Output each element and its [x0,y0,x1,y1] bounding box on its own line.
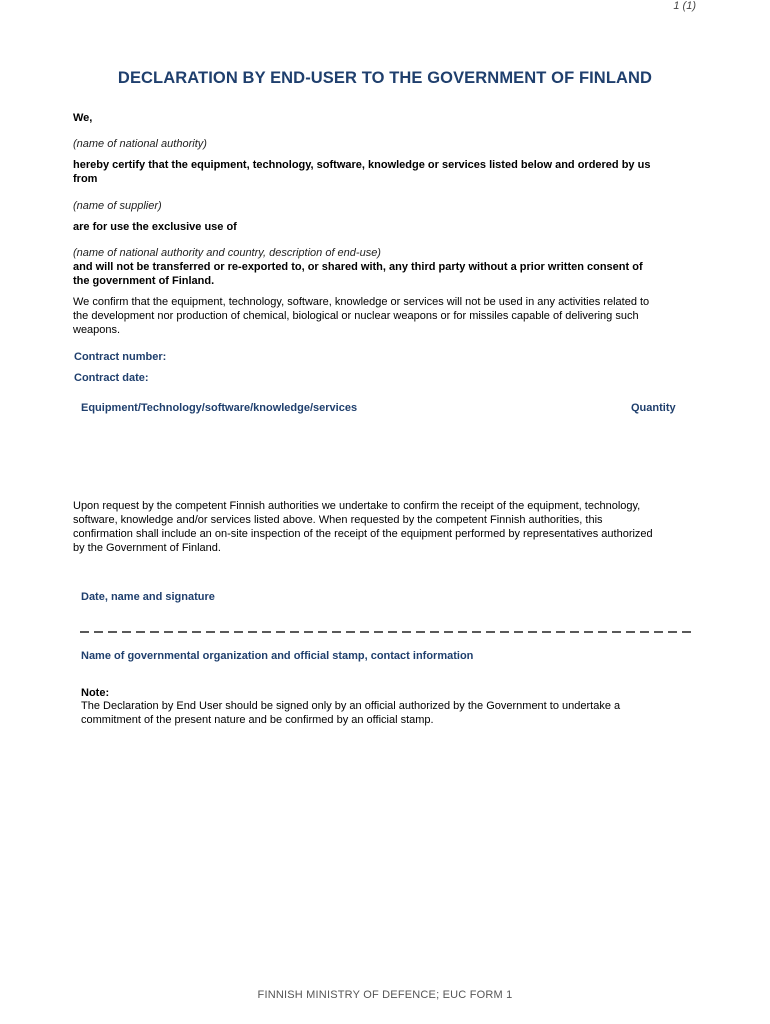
footer: FINNISH MINISTRY OF DEFENCE; EUC FORM 1 [257,989,513,1001]
note-line-1: The Declaration by End User should be signed only by an official authorized by the Government to undertake a [81,700,621,712]
note-label: Note: [81,687,110,699]
organization-stamp-label: Name of governmental organization and official stamp, contact information [81,650,474,662]
confirm-line-3: weapons. [73,324,121,336]
certify-text-line-2: from [73,173,98,185]
exclusive-use-text: are for use the exclusive use of [73,221,237,233]
document-title: DECLARATION BY END-USER TO THE GOVERNMENT OF FINLAND [117,69,653,87]
contract-number-label: Contract number: [74,351,167,363]
we-text: We, [73,112,93,124]
page-number: 1 (1) [673,0,696,12]
no-transfer-line-2: the government of Finland. [73,275,215,287]
national-authority-placeholder: (name of national authority) [73,138,207,150]
note-line-2: commitment of the present nature and be confirmed by an official stamp. [81,714,434,726]
signature-label: Date, name and signature [81,591,215,603]
no-transfer-line-1: and will not be transferred or re-exported to, or shared with, any third party without a prior written consent of [73,261,643,273]
request-line-2: software, knowledge and/or services listed above. When requested by the competent Finnish authorities, this [73,514,603,526]
items-column-header: Equipment/Technology/software/knowledge/services [81,402,358,414]
confirm-line-2: the development nor production of chemical, biological or nuclear weapons or for missiles capable of delivering such [73,310,639,322]
signature-line [80,623,692,633]
request-line-3: confirmation shall include an on-site inspection of the receipt of the equipment performed by representatives authorized [73,528,653,540]
supplier-placeholder: (name of supplier) [73,200,162,212]
request-line-4: by the Government of Finland. [73,542,221,554]
contract-date-label: Contract date: [74,372,149,384]
end-use-placeholder: (name of national authority and country, description of end-use) [73,247,381,259]
confirm-line-1: We confirm that the equipment, technology, software, knowledge or services will not be used in any activities related to [73,296,650,308]
quantity-column-header: Quantity [631,402,676,414]
certify-text-line-1: hereby certify that the equipment, technology, software, knowledge or services listed below and ordered by us [73,159,651,171]
request-line-1: Upon request by the competent Finnish authorities we undertake to confirm the receipt of the equipment, technology, [73,500,641,512]
